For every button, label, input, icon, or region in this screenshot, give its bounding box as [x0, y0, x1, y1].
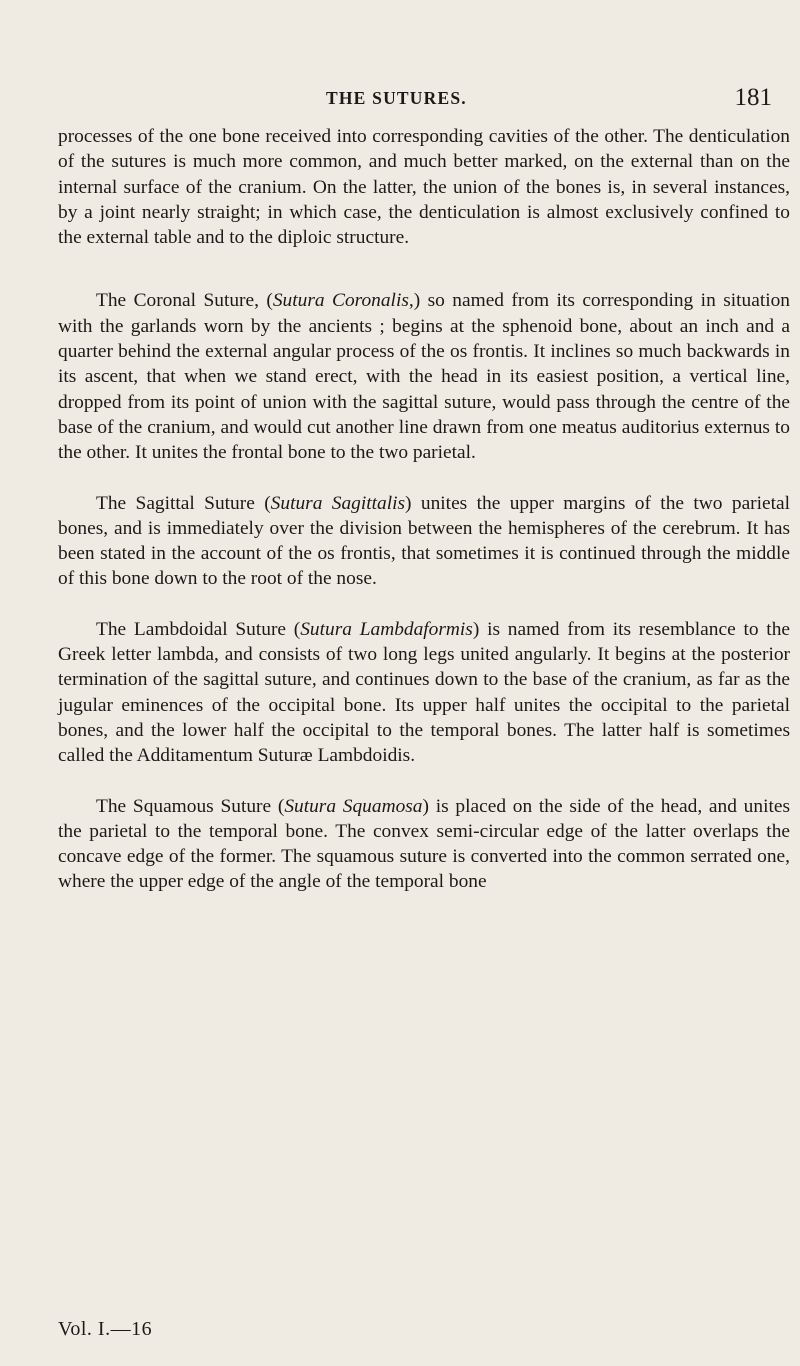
- paragraph-body: ) so named from its corresponding in situation with the garlands worn by the ancients ; begins at the sphenoid bone, about an inch and a quarter behind the external angular process of the os frontis. It inclines so much backwards in its ascent, that when we stand erect, with the head in its easiest position, a vertical line, dropped from its point of union with the sagittal suture, would pass through the centre of the base of the cranium, and would cut another line drawn from one meatus auditorius externus to the other. It unites the frontal bone to the two parietal.: [58, 290, 790, 464]
- paragraph-lead: The Lambdoidal Suture (: [96, 618, 301, 640]
- latin-term: Sutura Coronalis,: [272, 290, 414, 312]
- latin-term: Sutura Sagittalis: [270, 492, 406, 514]
- paragraph-body: ) unites the upper margins of the two parietal bones, and is immediately over the division between the hemispheres of the cerebrum. It has been stated in the account of the os frontis, that sometimes it is continued through the middle of this bone down to the root of the nose.: [58, 492, 791, 590]
- paragraph-squamous-suture: [58, 794, 790, 895]
- paragraph-lead: The Squamous Suture (: [96, 795, 285, 817]
- paragraph-lead: The Coronal Suture, (: [96, 290, 273, 312]
- paragraph-body: ) is placed on the side of the head, and unites the parietal to the temporal bone. The convex semi-circular edge of the latter overlaps the concave edge of the former. The squamous suture is converted into the common serrated one, where the upper edge of the angle of the temporal bone: [58, 795, 790, 893]
- paragraph-continuation: processes of the one bone received into corresponding cavities of the other. The denticulation of the sutures is much more common, and much better marked, on the external than on the internal surface of the cranium. On the latter, the union of the bones is, in several instances, by a joint nearly straight; in which case, the denticulation is almost exclusively confined to the external table and to the diploic structure.: [58, 126, 790, 249]
- paragraph-lead: The Sagittal Suture (: [96, 492, 271, 514]
- paragraph-body: ) is named from its resemblance to the Greek letter lambda, and consists of two long legs united angularly. It begins at the posterior termination of the sagittal suture, and continues down to the base of the cranium, as far as the jugular eminences of the occipital bone. Its upper half unites the occipital to the parietal bones, and the lower half the occipital to the temporal bones. The latter half is sometimes called the Additamentum Suturæ Lambdoidis.: [58, 618, 790, 767]
- latin-term: Sutura Squamosa: [284, 795, 423, 817]
- running-head: [58, 84, 782, 114]
- paragraph-coronal-suture: [58, 288, 790, 465]
- body-text: [58, 124, 790, 895]
- latin-term: Sutura Lambdaformis: [300, 618, 473, 640]
- paragraph-lambdoidal-suture: [58, 617, 790, 769]
- paragraph-sagittal-suture: [58, 491, 790, 592]
- signature-mark: Vol. I.—16: [58, 1318, 153, 1340]
- running-title: THE SUTURES.: [326, 88, 467, 108]
- page-number: 181: [734, 84, 772, 111]
